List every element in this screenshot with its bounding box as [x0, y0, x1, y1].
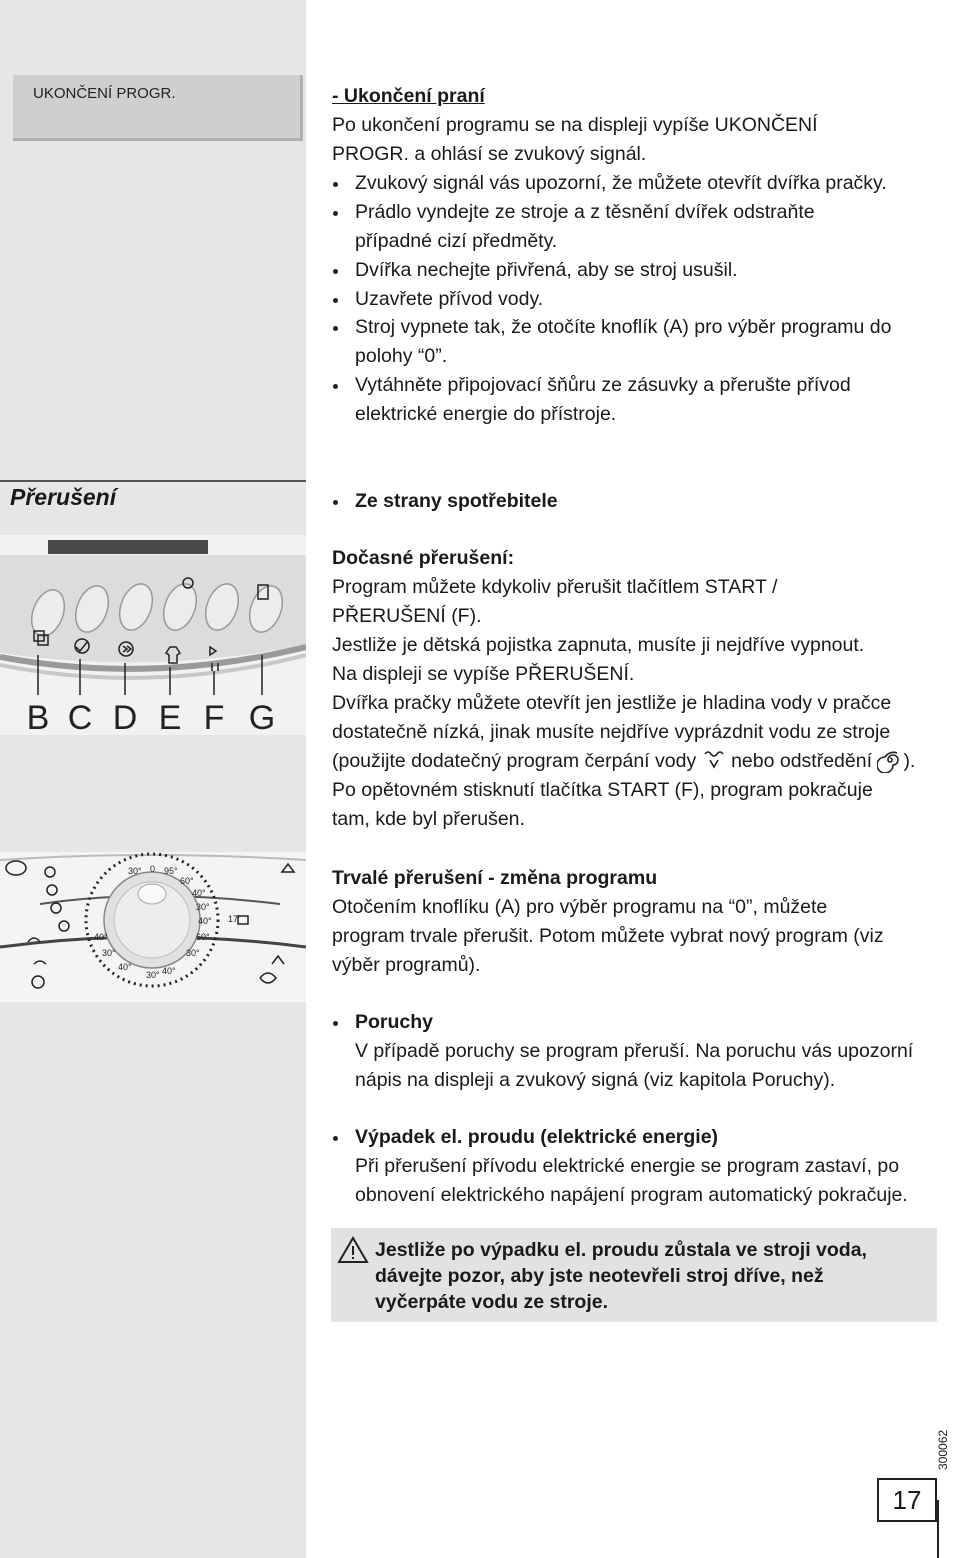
end-bullet-5: Stroj vypnete tak, že otočíte knoflík (A) pro výběr programu do [355, 313, 892, 342]
control-panel-figure [0, 535, 306, 735]
warning-line-1: Jestliže po výpadku el. proudu zůstala ve stroji voda, [375, 1239, 867, 1261]
temp-line-7 [332, 747, 915, 776]
document-number: 300062 [936, 1429, 950, 1470]
dial-label-11: 30° [146, 970, 160, 980]
temp-heading: Dočasné přerušení: [332, 547, 515, 569]
display-panel [13, 75, 303, 141]
perm-line-2: program trvale přerušit. Potom můžete vybrat nový program (viz [332, 925, 884, 947]
temp-line-5: Dvířka pračky můžete otevřít jen jestliže je hladina vody v pračce [332, 692, 892, 714]
end-bullet-2-cont: případné cizí předměty. [355, 230, 558, 252]
section-divider [0, 480, 306, 482]
temp-line-3: Jestliže je dětská pojistka zapnuta, musíte ji nejdříve vypnout. [332, 634, 865, 656]
faults-heading: Poruchy [355, 1008, 433, 1037]
sidebar-background [0, 0, 306, 1558]
display-text: UKONČENÍ PROGR. [33, 85, 176, 102]
temp-line-4: Na displeji se vypíše PŘERUŠENÍ. [332, 663, 635, 685]
dial-label-5: 40° [192, 888, 206, 898]
dial-label-4: 60° [180, 876, 194, 886]
faults-line-1: V případě poruchy se program přeruší. Na poruchu vás upozorní [355, 1040, 914, 1062]
section-title: Přerušení [10, 484, 117, 510]
dial-label-12: 40° [118, 962, 132, 972]
dial-label-9: 30° [186, 948, 200, 958]
program-dial-figure [0, 852, 306, 1002]
warning-line-3: vyčerpáte vodu ze stroje. [375, 1291, 609, 1313]
end-bullet-4: Uzavřete přívod vody. [355, 285, 543, 314]
button-letter-g: G [248, 699, 276, 735]
perm-line-3: výběr programů). [332, 954, 481, 976]
warning-text [375, 1237, 867, 1315]
dial-label-14: 40° [94, 932, 108, 942]
end-intro-1: Po ukončení programu se na displeji vypíše UKONČENÍ [332, 114, 818, 136]
temp-line-6: dostatečně nízká, jinak musíte nejdříve vyprázdnit vodu ze stroje [332, 721, 891, 743]
dial-label-3: 95° [164, 866, 178, 876]
temp-line-2: PŘERUŠENÍ (F). [332, 605, 482, 627]
end-bullet-3: Dvířka nechejte přivřená, aby se stroj usušil. [355, 256, 738, 285]
end-bullet-6-cont: elektrické energie do přístroje. [355, 403, 617, 425]
perm-line-1: Otočením knoflíku (A) pro výběr programu na “0”, můžete [332, 896, 828, 918]
temp-line-7a: (použijte dodatečný program čerpání vody [332, 750, 697, 772]
dial-label-13: 30° [102, 948, 116, 958]
temp-line-9: tam, kde byl přerušen. [332, 808, 525, 830]
temp-line-7b: nebo odstředění [731, 750, 873, 772]
button-letter-e: E [158, 699, 182, 735]
power-heading: Výpadek el. proudu (elektrické energie) [355, 1123, 718, 1152]
temp-line-7c: ). [903, 750, 916, 772]
dial-label-6: 30° [196, 902, 210, 912]
end-intro-2: PROGR. a ohlásí se zvukový signál. [332, 143, 647, 165]
end-bullet-5-cont: polohy “0”. [355, 345, 448, 367]
end-bullet-2: Prádlo vyndejte ze stroje a z těsnění dvířek odstraňte [355, 198, 815, 227]
page-edge-line [937, 1500, 939, 1558]
dial-label-15: 17' [228, 914, 240, 924]
dial-label-8: 60° [196, 932, 210, 942]
button-letter-d: D [112, 699, 138, 735]
button-letter-b: B [26, 699, 50, 735]
spin-icon [877, 747, 903, 773]
temp-line-1: Program můžete kdykoliv přerušit tlačítlem START / [332, 576, 778, 598]
dial-label-7: 40° [198, 916, 212, 926]
page-number: 17 [877, 1478, 937, 1522]
end-bullet-6: Vytáhněte připojovací šňůru ze zásuvky a přerušte přívod [355, 371, 851, 400]
dial-label-10: 40° [162, 966, 176, 976]
warning-line-2: dávejte pozor, aby jste neotevřeli stroj dříve, než [375, 1265, 824, 1287]
perm-heading: Trvalé přerušení - změna programu [332, 867, 658, 889]
drain-icon [702, 748, 726, 772]
consumer-heading: Ze strany spotřebitele [355, 487, 558, 516]
warning-icon [337, 1236, 369, 1264]
power-line-1: Při přerušení přívodu elektrické energie se program zastaví, po [355, 1155, 900, 1177]
power-line-2: obnovení elektrického napájení program automatický pokračuje. [355, 1184, 908, 1206]
button-letter-f: F [203, 699, 225, 735]
faults-line-2: nápis na displeji a zvukový signá (viz kapitola Poruchy). [355, 1069, 836, 1091]
temp-line-8: Po opětovném stisknutí tlačítka START (F), program pokračuje [332, 779, 873, 801]
dial-label-2: 0 [150, 864, 156, 874]
end-heading: - Ukončení praní [332, 85, 485, 107]
end-bullet-1: Zvukový signál vás upozorní, že můžete otevřít dvířka pračky. [355, 169, 887, 198]
dial-label-1: 30° [128, 866, 142, 876]
button-letter-c: C [67, 699, 93, 735]
